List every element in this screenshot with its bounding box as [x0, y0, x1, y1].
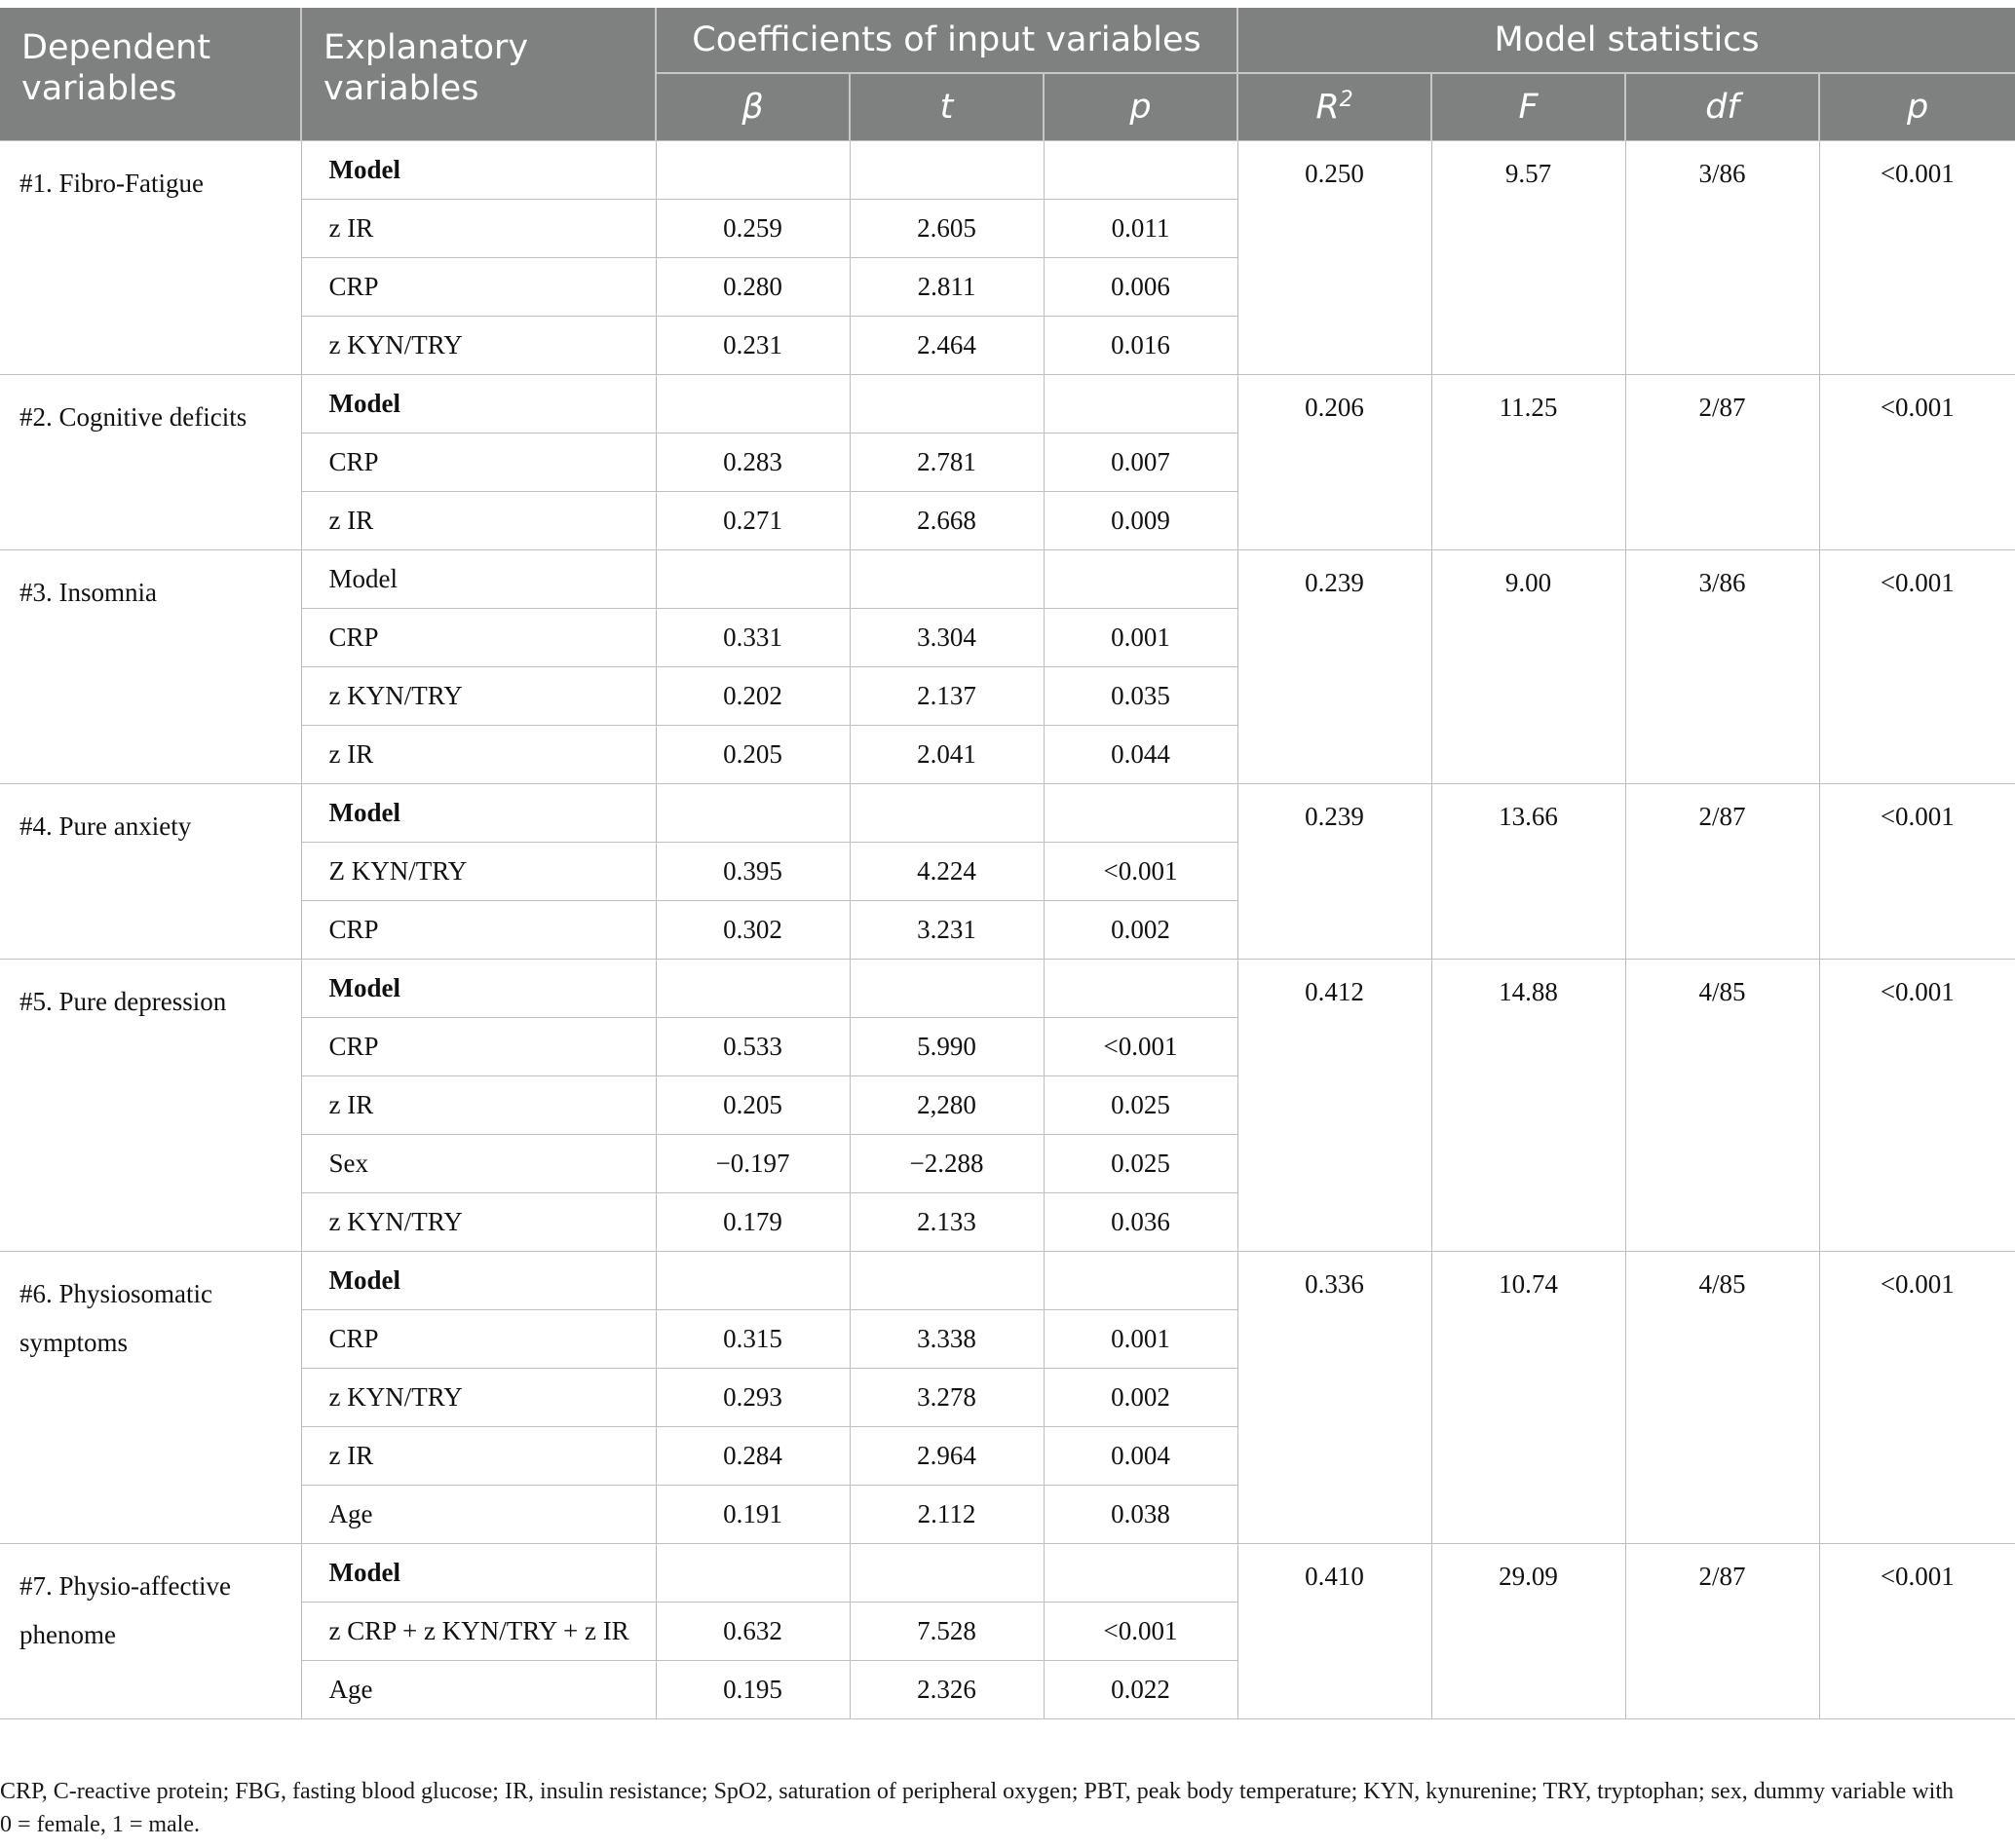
t-value-cell [850, 141, 1044, 200]
beta-value-cell: 0.632 [656, 1603, 850, 1661]
model-p-stat-cell: <0.001 [1819, 550, 2015, 784]
p-value-cell [1044, 375, 1237, 434]
header-dependent-variables: Dependent variables [0, 8, 301, 141]
header-explanatory-variables: Explanatory variables [301, 8, 656, 141]
explanatory-variable-cell: Sex [301, 1135, 656, 1193]
table-row [0, 375, 2015, 434]
beta-value-cell: 0.284 [656, 1427, 850, 1486]
beta-value-cell: 0.271 [656, 492, 850, 550]
t-value-cell: 5.990 [850, 1018, 1044, 1076]
model-p-stat-cell: <0.001 [1819, 141, 2015, 375]
p-value-cell [1044, 960, 1237, 1018]
p-value-cell: 0.025 [1044, 1076, 1237, 1135]
f-stat-cell: 9.57 [1431, 141, 1625, 375]
table-body [0, 141, 2015, 1719]
t-value-cell: 2.112 [850, 1486, 1044, 1544]
p-value-cell [1044, 550, 1237, 609]
dependent-variable-cell: #1. Fibro-Fatigue [0, 141, 301, 375]
beta-value-cell: 0.331 [656, 609, 850, 667]
dependent-variable-cell: #6. Physiosomatic symptoms [0, 1252, 301, 1544]
p-value-cell [1044, 784, 1237, 843]
explanatory-variable-cell: Z KYN/TRY [301, 843, 656, 901]
t-value-cell [850, 375, 1044, 434]
r-squared-stat-cell: 0.250 [1237, 141, 1431, 375]
t-value-cell: 2.781 [850, 434, 1044, 492]
dependent-variable-cell: #7. Physio-affective phenome [0, 1544, 301, 1719]
r-squared-stat-cell: 0.239 [1237, 550, 1431, 784]
explanatory-variable-cell: Model [301, 375, 656, 434]
beta-value-cell: 0.395 [656, 843, 850, 901]
f-stat-cell: 11.25 [1431, 375, 1625, 550]
explanatory-variable-cell: Model [301, 1252, 656, 1310]
df-stat-cell: 2/87 [1625, 784, 1819, 960]
table-row [0, 784, 2015, 843]
p-value-cell: 0.004 [1044, 1427, 1237, 1486]
p-value-cell: 0.009 [1044, 492, 1237, 550]
p-value-cell [1044, 141, 1237, 200]
r-squared-stat-cell: 0.239 [1237, 784, 1431, 960]
f-stat-cell: 9.00 [1431, 550, 1625, 784]
explanatory-variable-cell: z IR [301, 492, 656, 550]
p-value-cell: 0.022 [1044, 1661, 1237, 1719]
t-value-cell [850, 1544, 1044, 1603]
table-row [0, 550, 2015, 609]
header-coefficients-group: Coefficients of input variables [656, 8, 1237, 73]
header-p: p [1044, 73, 1237, 141]
f-stat-cell: 29.09 [1431, 1544, 1625, 1719]
explanatory-variable-cell: Model [301, 141, 656, 200]
explanatory-variable-cell: Model [301, 550, 656, 609]
explanatory-variable-cell: z KYN/TRY [301, 317, 656, 375]
r-squared-stat-cell: 0.206 [1237, 375, 1431, 550]
beta-value-cell: 0.293 [656, 1369, 850, 1427]
p-value-cell: 0.035 [1044, 667, 1237, 726]
p-value-cell: 0.016 [1044, 317, 1237, 375]
t-value-cell [850, 550, 1044, 609]
beta-value-cell [656, 960, 850, 1018]
explanatory-variable-cell: CRP [301, 1310, 656, 1369]
p-value-cell: 0.044 [1044, 726, 1237, 784]
t-value-cell: 2.137 [850, 667, 1044, 726]
beta-value-cell: 0.259 [656, 200, 850, 258]
explanatory-variable-cell: CRP [301, 901, 656, 960]
table-footnote: CRP, C-reactive protein; FBG, fasting blood glucose; IR, insulin resistance; SpO2, saturation of peripheral oxygen; PBT, peak body temperature; KYN, kynurenine; TRY, tryptophan; sex, dummy variable with 0 = female, 1 = male. [0, 1779, 1954, 1837]
explanatory-variable-cell: Model [301, 1544, 656, 1603]
p-value-cell: 0.001 [1044, 609, 1237, 667]
beta-value-cell [656, 141, 850, 200]
t-value-cell: 3.231 [850, 901, 1044, 960]
model-p-stat-cell: <0.001 [1819, 1252, 2015, 1544]
beta-value-cell [656, 375, 850, 434]
header-t: t [850, 73, 1044, 141]
explanatory-variable-cell: z CRP + z KYN/TRY + z IR [301, 1603, 656, 1661]
t-value-cell: 2,280 [850, 1076, 1044, 1135]
df-stat-cell: 3/86 [1625, 141, 1819, 375]
model-p-stat-cell: <0.001 [1819, 1544, 2015, 1719]
beta-value-cell: 0.191 [656, 1486, 850, 1544]
explanatory-variable-cell: CRP [301, 1018, 656, 1076]
p-value-cell: <0.001 [1044, 1018, 1237, 1076]
regression-table [0, 8, 2015, 1719]
beta-value-cell: 0.533 [656, 1018, 850, 1076]
p-value-cell: 0.011 [1044, 200, 1237, 258]
beta-value-cell: 0.205 [656, 726, 850, 784]
t-value-cell: 2.964 [850, 1427, 1044, 1486]
beta-value-cell: 0.195 [656, 1661, 850, 1719]
table-row [0, 1544, 2015, 1603]
t-value-cell [850, 1252, 1044, 1310]
t-value-cell: 3.338 [850, 1310, 1044, 1369]
t-value-cell [850, 960, 1044, 1018]
beta-value-cell: 0.231 [656, 317, 850, 375]
beta-value-cell: 0.302 [656, 901, 850, 960]
beta-value-cell [656, 1252, 850, 1310]
explanatory-variable-cell: z IR [301, 1076, 656, 1135]
t-value-cell: 2.133 [850, 1193, 1044, 1252]
header-model-statistics-group: Model statistics [1237, 8, 2015, 73]
dependent-variable-cell: #4. Pure anxiety [0, 784, 301, 960]
beta-value-cell: 0.202 [656, 667, 850, 726]
t-value-cell: 2.668 [850, 492, 1044, 550]
beta-value-cell: 0.280 [656, 258, 850, 317]
explanatory-variable-cell: Model [301, 960, 656, 1018]
p-value-cell: 0.001 [1044, 1310, 1237, 1369]
t-value-cell: 2.811 [850, 258, 1044, 317]
header-model-p: p [1819, 73, 2015, 141]
header-r-squared-superscript: 2 [1339, 88, 1353, 112]
p-value-cell: 0.025 [1044, 1135, 1237, 1193]
explanatory-variable-cell: z KYN/TRY [301, 1193, 656, 1252]
table-row [0, 960, 2015, 1018]
beta-value-cell: 0.283 [656, 434, 850, 492]
t-value-cell [850, 784, 1044, 843]
beta-value-cell: 0.315 [656, 1310, 850, 1369]
p-value-cell: 0.036 [1044, 1193, 1237, 1252]
r-squared-stat-cell: 0.412 [1237, 960, 1431, 1252]
explanatory-variable-cell: Age [301, 1661, 656, 1719]
beta-value-cell [656, 550, 850, 609]
model-p-stat-cell: <0.001 [1819, 784, 2015, 960]
t-value-cell: 2.464 [850, 317, 1044, 375]
p-value-cell [1044, 1544, 1237, 1603]
t-value-cell: 2.326 [850, 1661, 1044, 1719]
header-beta: β [656, 73, 850, 141]
t-value-cell: 7.528 [850, 1603, 1044, 1661]
explanatory-variable-cell: z KYN/TRY [301, 667, 656, 726]
beta-value-cell: −0.197 [656, 1135, 850, 1193]
explanatory-variable-cell: CRP [301, 609, 656, 667]
df-stat-cell: 2/87 [1625, 375, 1819, 550]
header-r-squared-base: R [1315, 88, 1340, 127]
r-squared-stat-cell: 0.410 [1237, 1544, 1431, 1719]
explanatory-variable-cell: CRP [301, 258, 656, 317]
explanatory-variable-cell: z IR [301, 726, 656, 784]
dependent-variable-cell: #3. Insomnia [0, 550, 301, 784]
beta-value-cell [656, 1544, 850, 1603]
p-value-cell: 0.002 [1044, 1369, 1237, 1427]
t-value-cell: 3.304 [850, 609, 1044, 667]
table-row [0, 1252, 2015, 1310]
p-value-cell [1044, 1252, 1237, 1310]
df-stat-cell: 4/85 [1625, 960, 1819, 1252]
header-r-squared [1237, 73, 1431, 141]
f-stat-cell: 13.66 [1431, 784, 1625, 960]
beta-value-cell: 0.205 [656, 1076, 850, 1135]
explanatory-variable-cell: CRP [301, 434, 656, 492]
table-row [0, 141, 2015, 200]
t-value-cell: −2.288 [850, 1135, 1044, 1193]
df-stat-cell: 3/86 [1625, 550, 1819, 784]
r-squared-stat-cell: 0.336 [1237, 1252, 1431, 1544]
t-value-cell: 2.041 [850, 726, 1044, 784]
p-value-cell: <0.001 [1044, 843, 1237, 901]
explanatory-variable-cell: z IR [301, 200, 656, 258]
explanatory-variable-cell: Age [301, 1486, 656, 1544]
f-stat-cell: 14.88 [1431, 960, 1625, 1252]
f-stat-cell: 10.74 [1431, 1252, 1625, 1544]
t-value-cell: 2.605 [850, 200, 1044, 258]
header-df: df [1625, 73, 1819, 141]
explanatory-variable-cell: Model [301, 784, 656, 843]
p-value-cell: <0.001 [1044, 1603, 1237, 1661]
header-f: F [1431, 73, 1625, 141]
t-value-cell: 3.278 [850, 1369, 1044, 1427]
dependent-variable-cell: #2. Cognitive deficits [0, 375, 301, 550]
p-value-cell: 0.002 [1044, 901, 1237, 960]
beta-value-cell: 0.179 [656, 1193, 850, 1252]
model-p-stat-cell: <0.001 [1819, 375, 2015, 550]
dependent-variable-cell: #5. Pure depression [0, 960, 301, 1252]
t-value-cell: 4.224 [850, 843, 1044, 901]
p-value-cell: 0.007 [1044, 434, 1237, 492]
explanatory-variable-cell: z KYN/TRY [301, 1369, 656, 1427]
df-stat-cell: 2/87 [1625, 1544, 1819, 1719]
explanatory-variable-cell: z IR [301, 1427, 656, 1486]
p-value-cell: 0.006 [1044, 258, 1237, 317]
table-header [0, 8, 2015, 141]
model-p-stat-cell: <0.001 [1819, 960, 2015, 1252]
p-value-cell: 0.038 [1044, 1486, 1237, 1544]
df-stat-cell: 4/85 [1625, 1252, 1819, 1544]
beta-value-cell [656, 784, 850, 843]
